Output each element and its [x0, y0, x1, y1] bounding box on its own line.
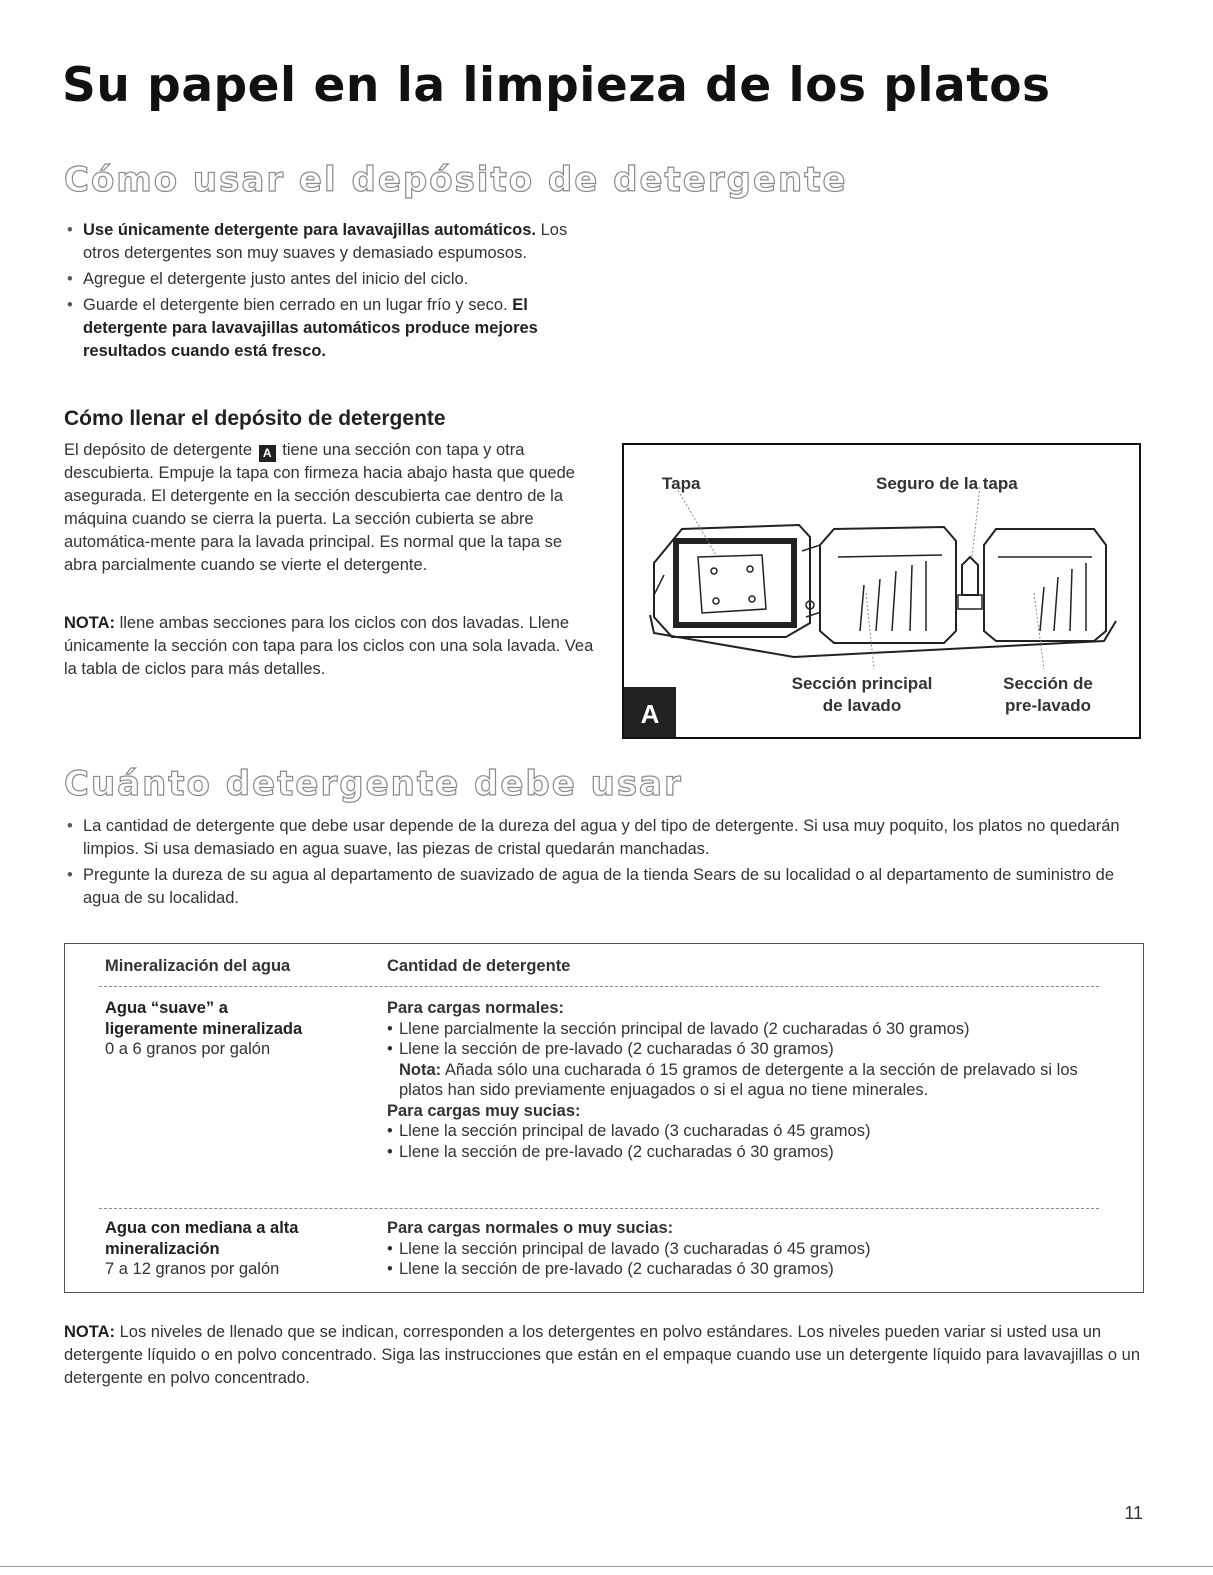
lid-latch	[962, 557, 978, 595]
label-tapa: Tapa	[662, 474, 701, 493]
fill-item: • Llene la sección de pre-lavado (2 cucharadas ó 30 gramos)	[387, 1259, 1087, 1280]
table-note-label: Nota:	[399, 1060, 442, 1079]
list-item-bold: El detergente para lavavajillas automáticos produce mejores resultados cuando está fresco.	[83, 296, 538, 360]
fill-item: • Llene la sección de pre-lavado (2 cucharadas ó 30 gramos)	[387, 1142, 1087, 1163]
table-row-hard-water	[105, 1218, 365, 1280]
water-type-line: Agua “suave” a	[105, 999, 228, 1017]
label-principal-line1: Sección principal	[791, 674, 933, 693]
table-cell-soft-amount	[387, 998, 1087, 1162]
list-item-bold: Use únicamente detergente para lavavajillas automáticos.	[83, 221, 537, 239]
load-label: Para cargas normales o muy sucias:	[387, 1219, 674, 1237]
water-type-line: mineralización	[105, 1239, 220, 1258]
bottom-note-text: Los niveles de llenado que se indican, corresponden a los detergentes en polvo estándares. Los niveles pueden variar si usted usa un detergente líquido o en polvo concentrado. Siga las instrucciones que están en el empaque cuando use un detergente líquido para lavavajillas o un detergente en polvo concentrado.	[64, 1323, 1140, 1387]
section-heading-cuanto: Cuánto detergente debe usar	[64, 764, 683, 804]
label-prelavado-line2: pre-lavado	[1005, 696, 1091, 715]
table-header-water: Mineralización del agua	[105, 957, 291, 975]
water-type-line: ligeramente mineralizada	[105, 1019, 303, 1038]
list-item	[64, 268, 604, 291]
page-bottom-divider	[0, 1566, 1213, 1567]
water-grains: 7 a 12 granos por galón	[105, 1260, 280, 1278]
subheading-llenar: Cómo llenar el depósito de detergente	[64, 407, 446, 430]
load-label: Para cargas normales:	[387, 999, 565, 1017]
table-note	[387, 1060, 1087, 1101]
note-label: NOTA:	[64, 614, 116, 632]
list-item	[64, 219, 604, 265]
list-item: • Pregunte la dureza de su agua al departamento de suavizado de agua de la tienda Sears de su localidad o al departamento de suministro de agua de su localidad.	[64, 864, 1144, 910]
note-paragraph	[64, 612, 594, 681]
bottom-note-label: NOTA:	[64, 1323, 116, 1341]
detergent-amount-table	[64, 943, 1144, 1293]
water-type-line: Agua con mediana a alta	[105, 1219, 299, 1237]
table-header-amount: Cantidad de detergente	[387, 957, 571, 975]
bottom-note	[64, 1321, 1149, 1390]
deposit-usage-list	[64, 219, 604, 366]
table-row-soft-water	[105, 998, 365, 1060]
main-wash-section	[820, 527, 956, 643]
load-label: Para cargas muy sucias:	[387, 1101, 581, 1120]
fill-item: • Llene la sección de pre-lavado (2 cucharadas ó 30 gramos)	[387, 1039, 1087, 1060]
row-divider	[99, 1208, 1099, 1209]
list-item: • La cantidad de detergente que debe usar depende de la dureza del agua y del tipo de detergente. Si usa muy poquito, los platos no quedarán limpios. Si usa demasiado en agua suave, las piezas de cristal quedarán manchadas.	[64, 815, 1144, 861]
label-principal-line2: de lavado	[822, 696, 902, 715]
label-prelavado-line1: Sección de	[1003, 674, 1093, 693]
table-note-text: Añada sólo una cucharada ó 15 gramos de detergente a la sección de prelavado si los platos han sido previamente enjuagados o si el agua no tiene minerales.	[399, 1060, 1078, 1099]
list-item-text: Guarde el detergente bien cerrado en un lugar frío y seco.	[83, 296, 513, 314]
paragraph-text: El depósito de detergente	[64, 441, 257, 459]
note-text: llene ambas secciones para los ciclos con dos lavadas. Llene únicamente la sección con tapa para los ciclos con una sola lavada. Vea la tabla de ciclos para más detalles.	[64, 614, 594, 678]
list-item-text: Agregue el detergente justo antes del inicio del ciclo.	[83, 270, 469, 288]
label-seguro: Seguro de la tapa	[876, 474, 1018, 493]
figure-reference-badge: A	[259, 445, 276, 462]
page-number: 11	[1124, 1503, 1143, 1523]
list-item	[64, 294, 604, 363]
label-prelavado	[988, 673, 1108, 717]
water-grains: 0 a 6 granos por galón	[105, 1040, 271, 1058]
list-item-text: Los otros detergentes son muy suaves y demasiado espumosos.	[83, 221, 568, 262]
fill-item: • Llene la sección principal de lavado (3 cucharadas ó 45 gramos)	[387, 1121, 1087, 1142]
prewash-section	[984, 529, 1106, 641]
header-divider	[99, 986, 1099, 987]
section-heading-deposito: Cómo usar el depósito de detergente	[64, 160, 848, 200]
figure-badge: A	[624, 687, 676, 737]
table-cell-hard-amount	[387, 1218, 1087, 1280]
detergent-dispenser-figure	[622, 443, 1141, 739]
paragraph-text: tiene una sección con tapa y otra descubierta. Empuje la tapa con firmeza hacia abajo hasta que quede asegurada. El detergente en la sección descubierta cae dentro de la máquina cuando se cierra la puerta. La sección cubierta se abre automática-mente para la lavada principal. Es normal que la tapa se abra parcialmente cuando se vierte el detergente.	[64, 441, 575, 574]
amount-list	[64, 815, 1144, 913]
fill-item: • Llene la sección principal de lavado (3 cucharadas ó 45 gramos)	[387, 1239, 1087, 1260]
fill-instructions-paragraph	[64, 439, 594, 577]
fill-item: • Llene parcialmente la sección principal de lavado (2 cucharadas ó 30 gramos)	[387, 1019, 1087, 1040]
label-principal	[772, 673, 952, 717]
page-title: Su papel en la limpieza de los platos	[62, 58, 1051, 113]
